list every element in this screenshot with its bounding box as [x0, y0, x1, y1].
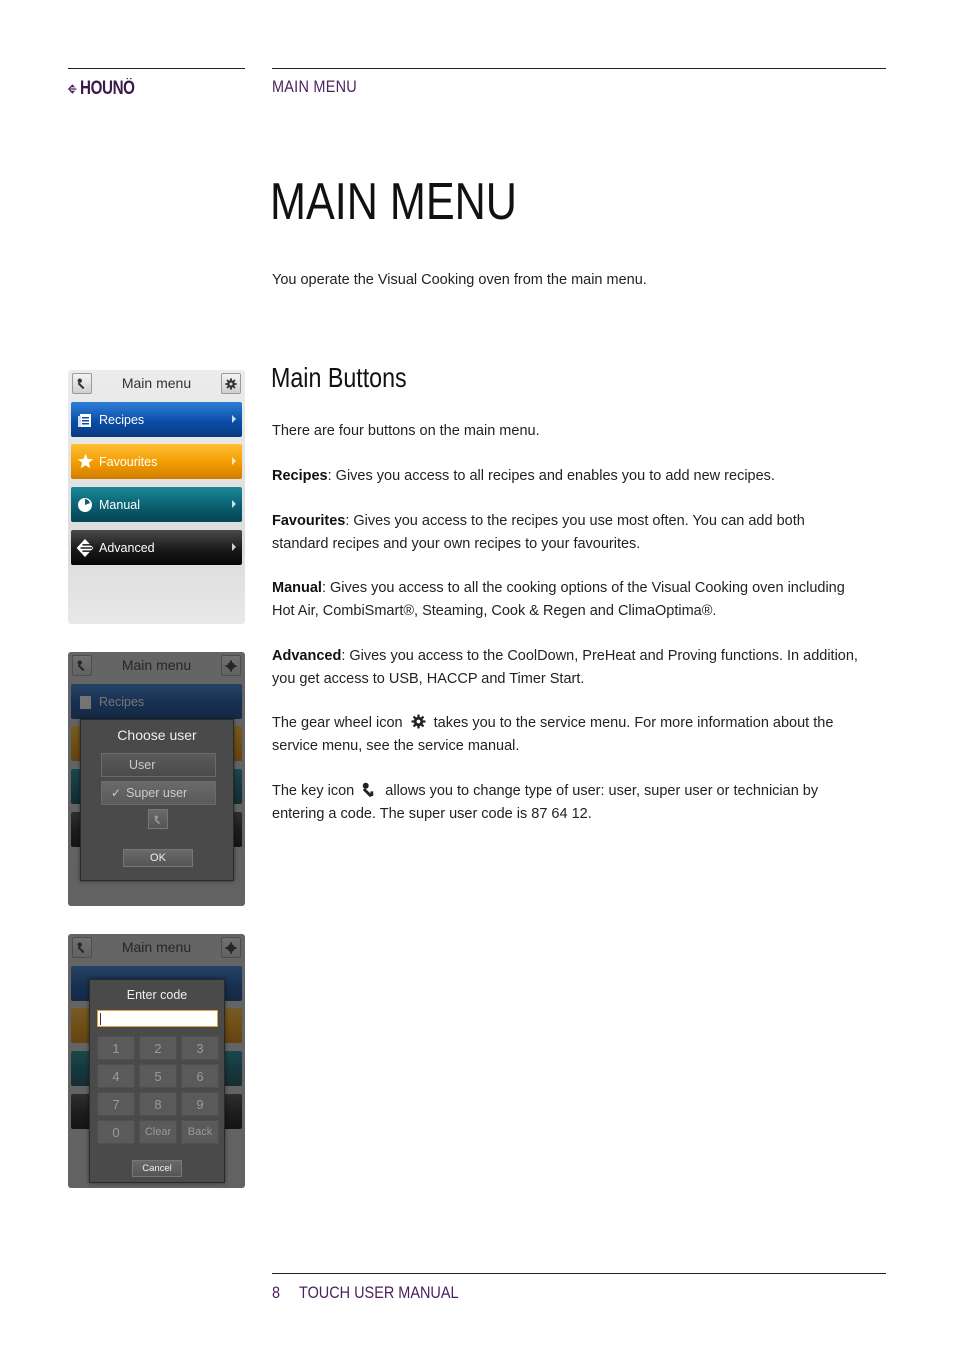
- header-rule-right: [272, 68, 886, 69]
- recipes-button[interactable]: [71, 402, 242, 437]
- keypad-key-8[interactable]: 8: [139, 1092, 177, 1116]
- favourites-description: : Gives you access to the recipes you use most often. You can add both standard recipes and your own recipes to your favourites.: [272, 513, 805, 552]
- gear-button[interactable]: [221, 373, 241, 394]
- logo-text: HOUNÖ: [79, 78, 135, 99]
- paragraph-intro-text: There are four buttons on the main menu.: [272, 423, 540, 439]
- enter-code-screenshot: [68, 934, 245, 1188]
- keypad-key-6[interactable]: 6: [181, 1064, 219, 1088]
- advanced-button[interactable]: [71, 530, 242, 565]
- manual-button-label: Manual: [99, 497, 140, 512]
- code-input[interactable]: [97, 1010, 218, 1027]
- advanced-icon: [76, 539, 94, 557]
- section-title: Main Buttons: [271, 362, 407, 393]
- recipes-description: : Gives you access to all recipes and enables you to add new recipes.: [327, 468, 775, 484]
- recipes-button-label: Recipes: [99, 412, 145, 427]
- cancel-button[interactable]: Cancel: [132, 1160, 182, 1177]
- keypad-key-4[interactable]: 4: [97, 1064, 135, 1088]
- checkmark-icon: ✓: [111, 786, 122, 800]
- choose-user-title: Choose user: [117, 727, 197, 743]
- keypad-key-7[interactable]: 7: [97, 1092, 135, 1116]
- choose-user-screenshot: [68, 652, 245, 906]
- page-title: MAIN MENU: [270, 173, 517, 231]
- manual-term: Manual: [272, 580, 322, 596]
- running-head: MAIN MENU: [272, 77, 357, 96]
- key-text-before: The key icon: [272, 783, 355, 799]
- advanced-term: Advanced: [272, 648, 342, 664]
- keypad-clear-button[interactable]: Clear: [139, 1120, 177, 1144]
- key-text-after: allows you to change type of user: user, super user or technician by entering a code. The super user code is 87 64 12.: [272, 783, 819, 822]
- chevron-right-icon: [232, 500, 236, 508]
- timer-icon: [76, 496, 94, 514]
- footer-rule: [272, 1273, 886, 1274]
- favourites-button-label: Favourites: [99, 454, 158, 469]
- houno-logo: [68, 74, 148, 104]
- gear-text-after: takes you to the service menu. For more information about the service menu, see the service manual.: [272, 715, 834, 754]
- super-user-option-label: Super user: [126, 786, 188, 800]
- chevron-right-icon: [232, 415, 236, 423]
- key-small-button[interactable]: [148, 809, 168, 829]
- user-option[interactable]: [101, 753, 216, 777]
- gear-icon: [225, 378, 237, 390]
- main-menu-topbar: [68, 370, 245, 398]
- keypad-key-1[interactable]: 1: [97, 1036, 135, 1060]
- houno-logo-icon: [68, 75, 77, 103]
- keypad-back-button[interactable]: Back: [181, 1120, 219, 1144]
- keypad-key-3[interactable]: 3: [181, 1036, 219, 1060]
- main-menu-screenshot: [68, 370, 245, 624]
- header-rule-left: [68, 68, 245, 69]
- chevron-right-icon: [232, 457, 236, 465]
- paragraph-favourites: [272, 510, 862, 555]
- paragraph-key: [272, 780, 862, 825]
- key-icon: [362, 782, 377, 797]
- key-icon: [154, 815, 163, 824]
- enter-code-dialog: [89, 979, 225, 1183]
- gear-text-before: The gear wheel icon: [272, 715, 403, 731]
- page-number: 8: [272, 1283, 281, 1302]
- paragraph-advanced: [272, 645, 862, 690]
- choose-user-dialog: [80, 719, 234, 881]
- paragraph-recipes: [272, 465, 862, 488]
- advanced-button-label: Advanced: [99, 540, 155, 555]
- paragraph-intro: [272, 420, 862, 443]
- manual-button[interactable]: [71, 487, 242, 522]
- advanced-description: : Gives you access to the CoolDown, PreHeat and Proving functions. In addition, you get access to USB, HACCP and Timer Start.: [272, 648, 858, 687]
- keypad-key-9[interactable]: 9: [181, 1092, 219, 1116]
- recipes-icon: [76, 411, 94, 429]
- text-cursor: [100, 1013, 101, 1025]
- footer-manual-title: TOUCH USER MANUAL: [299, 1283, 459, 1302]
- keypad-key-5[interactable]: 5: [139, 1064, 177, 1088]
- main-menu-title: Main menu: [121, 375, 192, 391]
- paragraph-manual: [272, 577, 862, 622]
- favourites-button[interactable]: [71, 444, 242, 479]
- chevron-right-icon: [232, 543, 236, 551]
- user-option-label: User: [129, 758, 156, 772]
- favourites-term: Favourites: [272, 513, 346, 529]
- keypad-key-0[interactable]: 0: [97, 1120, 135, 1144]
- super-user-option[interactable]: [101, 781, 216, 805]
- recipes-term: Recipes: [272, 468, 328, 484]
- paragraph-gear: [272, 712, 862, 757]
- keypad-key-2[interactable]: 2: [139, 1036, 177, 1060]
- enter-code-title: Enter code: [126, 988, 188, 1002]
- ok-button[interactable]: OK: [123, 849, 193, 867]
- gear-icon: [411, 714, 426, 729]
- star-icon: [76, 453, 94, 471]
- intro-text: You operate the Visual Cooking oven from the main menu.: [272, 272, 647, 288]
- manual-description: : Gives you access to all the cooking options of the Visual Cooking oven including Hot Air, CombiSmart®, Steaming, Cook & Regen and ClimaOptima®.: [272, 580, 845, 619]
